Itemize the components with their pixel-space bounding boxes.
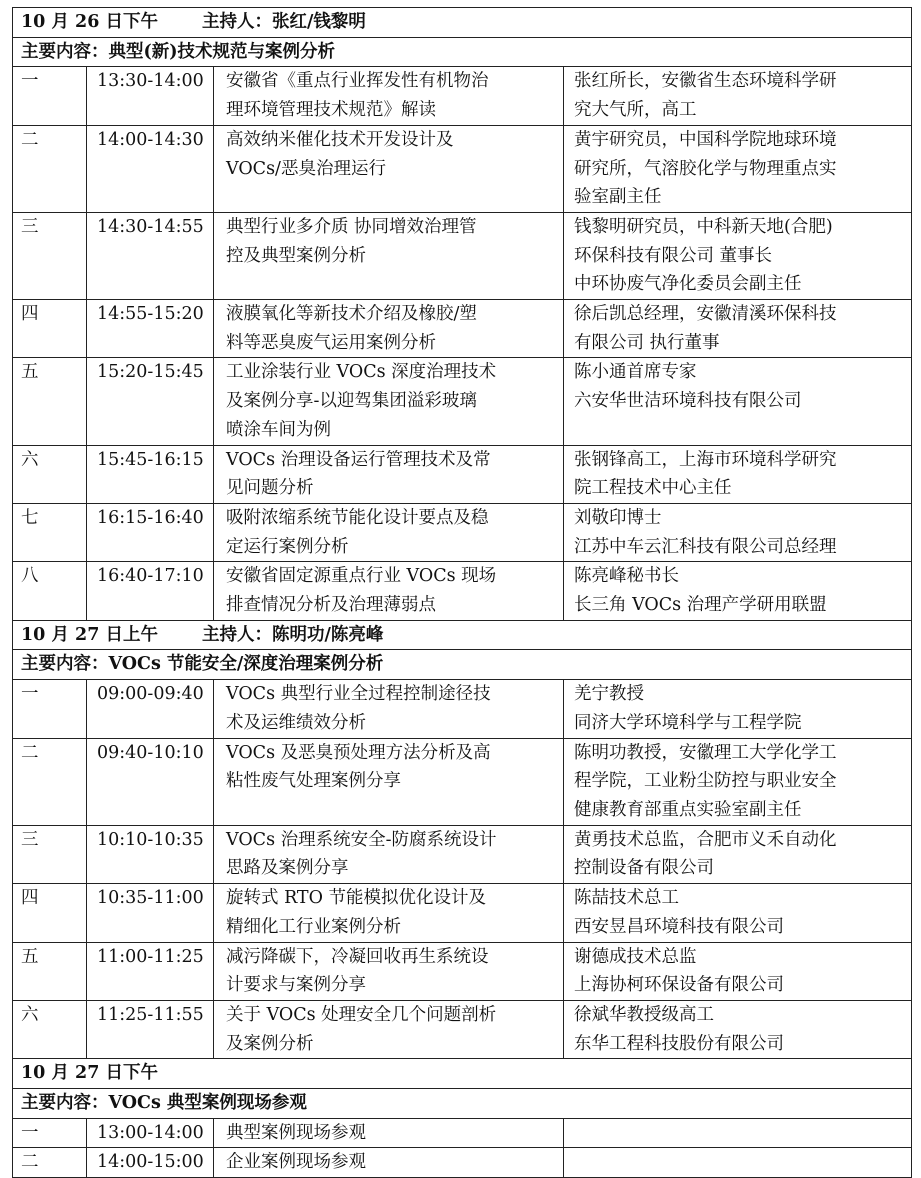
speaker-line: 江苏中车云汇科技有限公司总经理 [574,536,837,557]
item-number: 二 [13,125,87,212]
item-time: 13:30-14:00 [87,67,214,125]
item-topic [214,445,564,503]
section-header-cell [13,8,912,38]
item-number: 一 [13,680,87,738]
agenda-row [13,884,912,942]
item-time: 10:10-10:35 [87,825,214,883]
section-content-row [13,1089,912,1119]
topic-line: 喷涂车间为例 [226,419,331,440]
topic-line: VOCs/恶臭治理运行 [226,158,386,179]
topic-line: 安徽省《重点行业挥发性有机物治 [226,71,489,92]
topic-line: 关于 VOCs 处理安全几个问题剖析 [226,1004,497,1025]
speaker-line: 研究所，气溶胶化学与物理重点实 [574,158,837,179]
session-date: 10 月 27 日上午 [21,624,158,645]
item-speaker [564,680,912,738]
item-time: 14:30-14:55 [87,212,214,299]
item-topic [214,825,564,883]
topic-line: 思路及案例分享 [226,858,349,879]
item-number: 五 [13,942,87,1000]
agenda-row [13,503,912,561]
agenda-body [13,8,912,1178]
session-date: 10 月 26 日下午 [21,12,158,32]
topic-line: 料等恶臭废气运用案例分析 [226,332,436,353]
topic-line: 精细化工行业案例分析 [226,916,401,937]
item-time: 11:00-11:25 [87,942,214,1000]
item-time: 15:45-16:15 [87,445,214,503]
item-topic [214,503,564,561]
item-time: 10:35-11:00 [87,884,214,942]
topic-line: 粘性废气处理案例分享 [226,771,401,792]
item-time: 15:20-15:45 [87,358,214,445]
item-topic [214,884,564,942]
speaker-line: 徐斌华教授级高工 [574,1004,714,1025]
item-time: 16:15-16:40 [87,503,214,561]
item-topic [214,1118,564,1148]
item-number: 一 [13,1118,87,1148]
speaker-line: 黄勇技术总监，合肥市义禾自动化 [574,829,837,850]
agenda-row [13,562,912,620]
session-host: 主持人：张红/钱黎明 [201,12,366,32]
speaker-line: 刘敬印博士 [574,507,662,528]
item-time: 11:25-11:55 [87,1000,214,1058]
agenda-row [13,1148,912,1178]
speaker-line: 钱黎明研究员，中科新天地(合肥) [574,216,833,237]
topic-line: 吸附浓缩系统节能化设计要点及稳 [226,507,489,528]
speaker-line: 徐后凯总经理，安徽清溪环保科技 [574,304,837,325]
item-speaker [564,884,912,942]
topic-line: VOCs 典型行业全过程控制途径技 [226,684,491,705]
speaker-line: 陈喆技术总工 [574,888,679,909]
speaker-line: 黄宇研究员，中国科学院地球环境 [574,129,837,150]
speaker-line: 环保科技有限公司 董事长 [574,245,773,266]
item-topic [214,680,564,738]
topic-line: 术及运维绩效分析 [226,712,366,733]
topic-line: 控及典型案例分析 [226,245,366,266]
speaker-line: 上海协柯环保设备有限公司 [574,975,784,996]
speaker-line: 六安华世洁环境科技有限公司 [574,391,802,412]
session-date: 10 月 27 日下午 [21,1063,158,1084]
agenda-row [13,1118,912,1148]
speaker-line: 陈明功教授，安徽理工大学化学工 [574,742,837,763]
item-speaker [564,212,912,299]
item-number: 五 [13,358,87,445]
speaker-line: 控制设备有限公司 [574,858,714,879]
section-header-cell [13,1059,912,1089]
item-number: 四 [13,884,87,942]
item-number: 六 [13,1000,87,1058]
topic-line: 液膜氧化等新技术介绍及橡胶/塑 [226,304,477,325]
session-content: 主要内容：VOCs 节能安全/深度治理案例分析 [13,650,912,680]
item-speaker [564,503,912,561]
speaker-line: 中环协废气净化委员会副主任 [574,274,802,295]
item-topic [214,1000,564,1058]
item-topic [214,67,564,125]
agenda-row [13,1000,912,1058]
agenda-row [13,125,912,212]
item-time: 14:55-15:20 [87,300,214,358]
speaker-line: 验室副主任 [574,187,662,208]
speaker-line: 谢德成技术总监 [574,946,697,967]
item-topic [214,738,564,825]
agenda-row [13,738,912,825]
item-number: 八 [13,562,87,620]
item-time: 14:00-14:30 [87,125,214,212]
item-topic [214,125,564,212]
speaker-line: 陈小通首席专家 [574,362,697,383]
item-speaker [564,1148,912,1178]
topic-line: 计要求与案例分享 [226,975,366,996]
item-topic [214,212,564,299]
item-number: 四 [13,300,87,358]
speaker-line: 同济大学环境科学与工程学院 [574,712,802,733]
topic-line: 旋转式 RTO 节能模拟优化设计及 [226,888,487,909]
topic-line: 理环境管理技术规范》解读 [226,100,436,121]
section-header-row [13,1059,912,1089]
agenda-row [13,300,912,358]
item-time: 14:00-15:00 [87,1148,214,1178]
item-number: 二 [13,1148,87,1178]
agenda-row [13,212,912,299]
topic-line: 及案例分析 [226,1033,314,1054]
topic-line: 减污降碳下，冷凝回收再生系统设 [226,946,489,967]
speaker-line: 究大气所，高工 [574,100,697,121]
topic-line: 高效纳米催化技术开发设计及 [226,129,454,150]
item-speaker [564,300,912,358]
topic-line: 工业涂装行业 VOCs 深度治理技术 [226,362,497,383]
speaker-line: 陈亮峰秘书长 [574,566,679,587]
item-speaker [564,562,912,620]
item-time: 09:40-10:10 [87,738,214,825]
item-topic [214,300,564,358]
session-content: 主要内容：VOCs 典型案例现场参观 [13,1089,912,1119]
item-speaker [564,125,912,212]
speaker-line: 院工程技术中心主任 [574,478,732,499]
item-number: 一 [13,67,87,125]
session-content: 主要内容：典型(新)技术规范与案例分析 [13,37,912,67]
item-speaker [564,1000,912,1058]
section-header-row [13,8,912,38]
speaker-line: 程学院，工业粉尘防控与职业安全 [574,771,837,792]
speaker-line: 张钢锋高工，上海市环境科学研究 [574,449,837,470]
topic-line: 企业案例现场参观 [226,1152,366,1173]
item-time: 16:40-17:10 [87,562,214,620]
topic-line: 安徽省固定源重点行业 VOCs 现场 [226,566,497,587]
speaker-line: 健康教育部重点实验室副主任 [574,799,802,820]
speaker-line: 东华工程科技股份有限公司 [574,1033,784,1054]
topic-line: 典型行业多介质 协同增效治理管 [226,216,477,237]
topic-line: VOCs 及恶臭预处理方法分析及高 [226,742,491,763]
topic-line: VOCs 治理设备运行管理技术及常 [226,449,491,470]
item-topic [214,358,564,445]
speaker-line: 西安昱昌环境科技有限公司 [574,916,784,937]
topic-line: 定运行案例分析 [226,536,349,557]
speaker-line: 长三角 VOCs 治理产学研用联盟 [574,595,827,616]
section-content-row [13,37,912,67]
agenda-table [12,7,912,1178]
item-number: 三 [13,212,87,299]
item-topic [214,562,564,620]
item-time: 13:00-14:00 [87,1118,214,1148]
agenda-row [13,680,912,738]
item-time: 09:00-09:40 [87,680,214,738]
agenda-row [13,445,912,503]
item-topic [214,942,564,1000]
session-host: 主持人：陈明功/陈亮峰 [201,624,384,645]
topic-line: 排查情况分析及治理薄弱点 [226,595,436,616]
section-header-row [13,620,912,650]
item-topic [214,1148,564,1178]
topic-line: 及案例分享-以迎驾集团溢彩玻璃 [226,391,477,412]
agenda-row [13,67,912,125]
item-number: 二 [13,738,87,825]
section-content-row [13,650,912,680]
item-speaker [564,942,912,1000]
item-speaker [564,825,912,883]
speaker-line: 有限公司 执行董事 [574,332,720,353]
item-speaker [564,738,912,825]
item-speaker [564,445,912,503]
topic-line: 典型案例现场参观 [226,1122,366,1143]
item-number: 六 [13,445,87,503]
item-speaker [564,67,912,125]
item-number: 三 [13,825,87,883]
agenda-row [13,825,912,883]
speaker-line: 张红所长，安徽省生态环境科学研 [574,71,837,92]
item-speaker [564,1118,912,1148]
agenda-row [13,358,912,445]
section-header-cell [13,620,912,650]
speaker-line: 羌宁教授 [574,684,644,705]
item-speaker [564,358,912,445]
topic-line: 见问题分析 [226,478,314,499]
item-number: 七 [13,503,87,561]
topic-line: VOCs 治理系统安全-防腐系统设计 [226,829,497,850]
agenda-row [13,942,912,1000]
